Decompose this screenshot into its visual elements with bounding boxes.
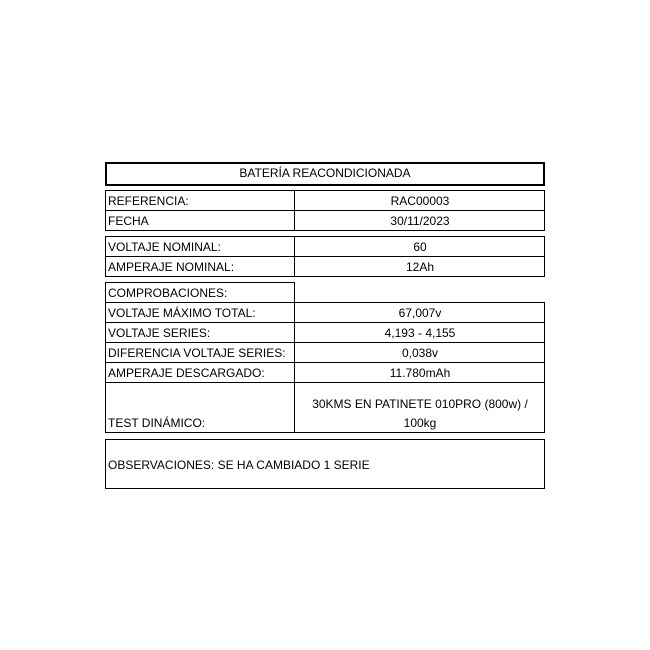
voltaje-nominal-label: VOLTAJE NOMINAL: (108, 240, 221, 254)
amperaje-nominal-value: 12Ah (405, 260, 435, 274)
referencia-value: RAC00003 (390, 194, 450, 208)
diferencia-voltaje-value: 0,038v (401, 346, 439, 360)
observaciones-text: OBSERVACIONES: SE HA CAMBIADO 1 SERIE (108, 458, 370, 472)
voltaje-series-value: 4,193 - 4,155 (384, 326, 456, 340)
amperaje-nominal-label: AMPERAJE NOMINAL: (108, 260, 235, 274)
referencia-label: REFERENCIA: (108, 194, 189, 208)
voltaje-maximo-value: 67,007v (398, 306, 442, 320)
voltaje-maximo-label: VOLTAJE MÁXIMO TOTAL: (108, 306, 256, 320)
document-title: BATERÍA REACONDICIONADA (239, 166, 411, 180)
fecha-value: 30/11/2023 (390, 214, 450, 228)
fecha-label: FECHA (108, 214, 149, 228)
diferencia-voltaje-label: DIFERENCIA VOLTAJE SERIES: (108, 346, 286, 360)
amperaje-descargado-label: AMPERAJE DESCARGADO: (108, 366, 265, 380)
voltaje-nominal-value: 60 (413, 240, 427, 254)
test-dinamico-label: TEST DINÁMICO: (108, 416, 206, 430)
test-dinamico-value-line1: 30KMS EN PATINETE 010PRO (800w) / (312, 397, 528, 411)
amperaje-descargado-value: 11.780mAh (389, 366, 451, 380)
test-dinamico-value-line2: 100kg (403, 416, 437, 430)
voltaje-series-label: VOLTAJE SERIES: (108, 326, 211, 340)
comprobaciones-label: COMPROBACIONES: (108, 286, 228, 300)
